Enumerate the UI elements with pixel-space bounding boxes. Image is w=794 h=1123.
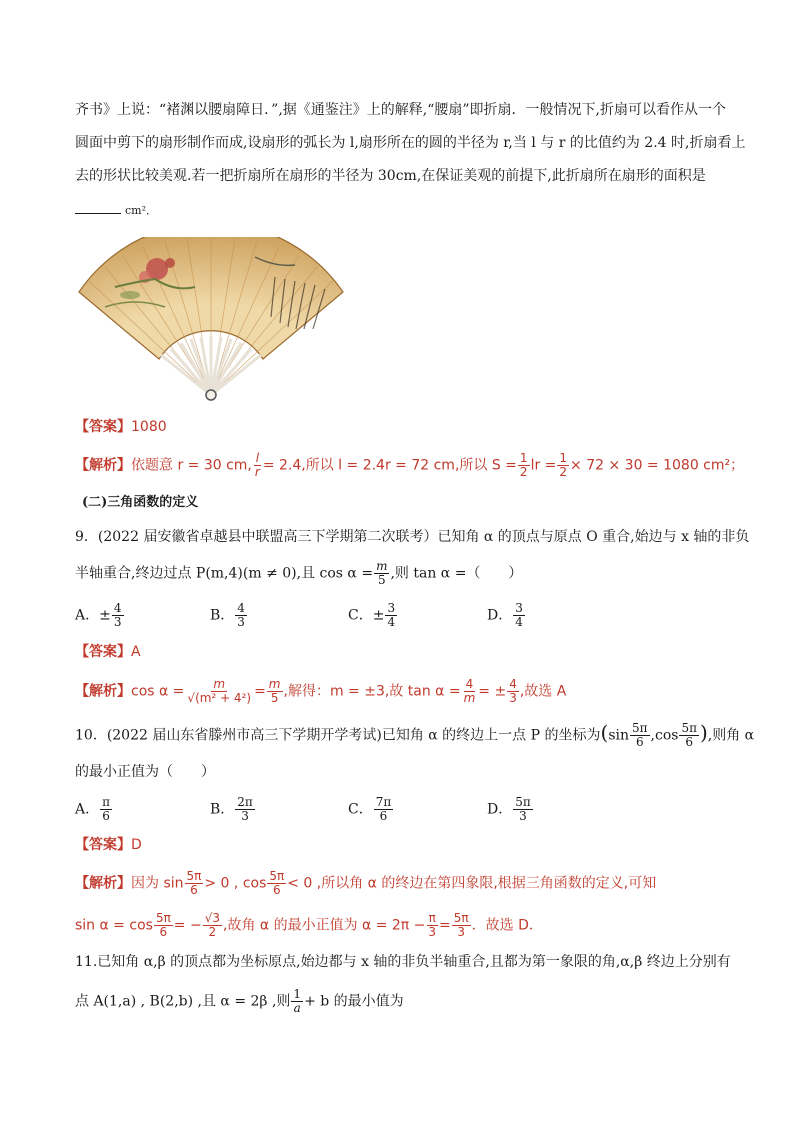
intro-line-1: 齐书》上说：“褚渊以腰扇障日．”,据《通鉴注》上的解释,“腰扇”即折扇．一般情况下,折扇可以看作从一个 bbox=[75, 102, 726, 118]
section-heading: (二)三角函数的定义 bbox=[82, 495, 199, 510]
q9-option-a: A．± $\frac{4}{3}$ bbox=[75, 601, 122, 629]
answer-value: D bbox=[131, 837, 142, 853]
q11-stem-line-2: 点 A(1,a) , B(2,b) ,且 α = 2β ,则 $\frac{1}{a}$ + b 的最小值为 bbox=[75, 987, 404, 1015]
intro-line-4 bbox=[75, 200, 157, 221]
fraction: $\frac{1}{2}$ bbox=[519, 451, 528, 479]
folding-fan-image bbox=[75, 237, 347, 405]
q9-option-d: D． $\frac{3}{4}$ bbox=[487, 601, 523, 629]
q10-option-b: B． $\frac{2\pi}{3}$ bbox=[210, 795, 253, 823]
q10-answer bbox=[75, 835, 142, 855]
unit-text: cm²． bbox=[125, 204, 158, 217]
q8-solution bbox=[75, 452, 744, 479]
answer-tag: 【答案】 bbox=[75, 837, 131, 853]
stem-text: ,则 tan α =（ ） bbox=[390, 565, 523, 582]
solution-tag: 【解析】 bbox=[75, 875, 131, 892]
q11-stem-line-1: 11.已知角 α,β 的顶点都为坐标原点,始边都与 x 轴的非负半轴重合,且都为第一象限的角,α,β 终边上分别有 bbox=[75, 954, 731, 970]
answer-value: A bbox=[131, 644, 141, 660]
fraction: $\frac{1}{2}$ bbox=[559, 451, 568, 479]
fraction: $\frac{l}{r}$ bbox=[254, 451, 260, 479]
answer-value: 1080 bbox=[131, 419, 167, 435]
q10-option-c: C． $\frac{7\pi}{6}$ bbox=[348, 795, 392, 823]
intro-line-3: 去的形状比较美观.若一把折扇所在扇形的半径为 30cm,在保证美观的前提下,此折扇所在扇形的面积是 bbox=[75, 168, 706, 184]
q10-solution-line-1: 【解析】因为 sin $\frac{5\pi}{6}$ > 0 , cos $\frac{5\pi}{6}$ < 0 ,所以角 α 的终边在第四象限,根据三角函数的定义,可知 bbox=[75, 869, 657, 897]
q9-stem-line-1: 9．(2022 届安徽省卓越县中联盟高三下学期第二次联考）已知角 α 的顶点与原点 O 重合,始边与 x 轴的非负 bbox=[75, 529, 750, 545]
q9-answer bbox=[75, 642, 141, 662]
q10-stem-line-2: 的最小正值为（ ） bbox=[75, 764, 215, 780]
q10-stem-line-1: 10．(2022 届山东省滕州市高三下学期开学考试)已知角 α 的终边上一点 P 的坐标为(sin $\frac{5\pi}{6}$ ,cos $\frac{5\pi}{6}$ ),则角 α bbox=[75, 720, 755, 749]
intro-line-2: 圆面中剪下的扇形制作而成,设扇形的弧长为 l,扇形所在的圆的半径为 r,当 l 与 r 的比值约为 2.4 时,折扇看上 bbox=[75, 135, 746, 151]
q9-solution: 【解析】cos α = $\frac{m}{\text{√(m² + 4²)}}$ = $\frac{m}{5}$ ,解得：m = ±3,故 tan α = $\frac{4}{m}$ = ± $\frac{4}{3}$ ,故选 A bbox=[75, 677, 567, 705]
q10-option-a: A． $\frac{\pi}{6}$ bbox=[75, 795, 111, 823]
solution-text: × 72 × 30 = 1080 cm²； bbox=[570, 457, 745, 474]
fraction: $\frac{m}{5}$ bbox=[376, 559, 388, 587]
q9-stem-line-2 bbox=[75, 560, 522, 587]
q8-answer bbox=[75, 417, 167, 437]
solution-text: 依题意 r = 30 cm, bbox=[131, 457, 252, 474]
solution-text: lr = bbox=[530, 457, 557, 474]
answer-tag: 【答案】 bbox=[75, 419, 131, 435]
q9-option-c: C．± $\frac{3}{4}$ bbox=[348, 601, 396, 629]
solution-tag: 【解析】 bbox=[75, 457, 131, 474]
solution-text: = 2.4,所以 l = 2.4r = 72 cm,所以 S = bbox=[262, 457, 517, 474]
stem-text: 半轴重合,终边过点 P(m,4)(m ≠ 0),且 cos α = bbox=[75, 565, 374, 582]
answer-blank bbox=[75, 213, 121, 214]
solution-tag: 【解析】 bbox=[75, 683, 131, 700]
q10-option-d: D． $\frac{5\pi}{3}$ bbox=[487, 795, 531, 823]
q9-option-b: B． $\frac{4}{3}$ bbox=[210, 601, 245, 629]
answer-tag: 【答案】 bbox=[75, 644, 131, 660]
q10-solution-line-2: sin α = cos $\frac{5\pi}{6}$ = − $\frac{√3}{2}$ ,故角 α 的最小正值为 α = 2π − $\frac{\pi}{3}$ = $\frac{5\pi}{3}$ ．故选 D． bbox=[75, 911, 543, 939]
